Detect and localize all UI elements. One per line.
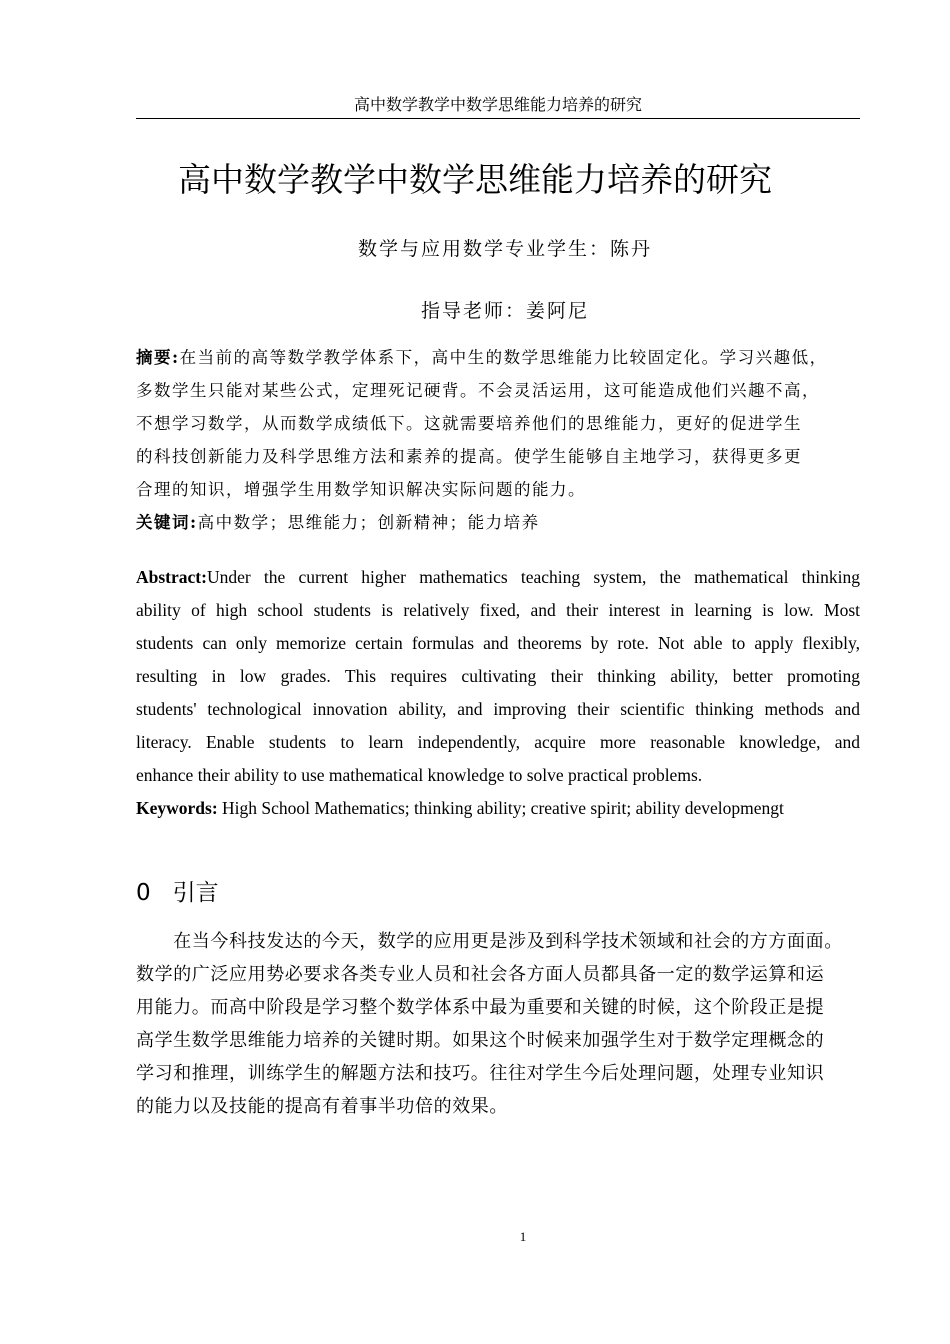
abstract-line: students can only memorize certain formulas and theorems by rote. Not able to apply flexibly, — [136, 633, 860, 653]
body-line: 在当今科技发达的今天，数学的应用更是涉及到科学技术领域和社会的方方面面。 — [136, 931, 843, 952]
abstract-line: 合理的知识，增强学生用数学知识解决实际问题的能力。 — [136, 480, 586, 499]
abstract-line: students' technological innovation ability, and improving their scientific thinking methods and — [136, 699, 860, 719]
body-line: 用能力。而高中阶段是学习整个数学体系中最为重要和关键的时候，这个阶段正是提 — [136, 997, 825, 1018]
abstract-cn-label: 摘要: — [136, 348, 180, 367]
paper-title: 高中数学教学中数学思维能力培养的研究 — [178, 160, 772, 199]
keywords-en-label: Keywords: — [136, 798, 218, 818]
section-heading — [136, 874, 219, 907]
abstract-en — [136, 561, 860, 825]
author: 数学与应用数学专业学生：陈丹 — [357, 238, 652, 260]
abstract-line: enhance their ability to use mathematical knowledge to solve practical problems. — [136, 765, 703, 785]
body-line: 高学生数学思维能力培养的关键时期。如果这个时候来加强学生对于数学定理概念的 — [136, 1030, 825, 1051]
keywords-cn — [136, 506, 860, 539]
body-line: 的能力以及技能的提高有着事半功倍的效果。 — [136, 1096, 508, 1117]
abstract-line: literacy. Enable students to learn independently, acquire more reasonable knowledge, and — [136, 732, 860, 752]
abstract-line: 的科技创新能力及科学思维方法和素养的提高。使学生能够自主地学习，获得更多更 — [136, 447, 802, 466]
keywords-cn-text: 高中数学；思维能力；创新精神；能力培养 — [197, 513, 540, 532]
abstract-line: 不想学习数学，从而数学成绩低下。这就需要培养他们的思维能力，更好的促进学生 — [136, 414, 802, 433]
abstract-line: ability of high school students is relatively fixed, and their interest in learning is low. Most — [136, 600, 860, 620]
section-number: 0 — [136, 880, 151, 906]
abstract-line: 在当前的高等数学教学体系下，高中生的数学思维能力比较固定化。学习兴趣低， — [179, 348, 828, 367]
abstract-en-label: Abstract: — [136, 567, 207, 587]
keywords-cn-label: 关键词: — [136, 513, 198, 532]
body-line: 学习和推理，训练学生的解题方法和技巧。往往对学生今后处理问题，处理专业知识 — [136, 1063, 825, 1084]
keywords-en-text: High School Mathematics; thinking ability; creative spirit; ability developmengt — [217, 798, 784, 818]
keywords-en — [136, 792, 860, 825]
abstract-line: 多数学生只能对某些公式，定理死记硬背。不会灵活运用，这可能造成他们兴趣不高， — [136, 381, 820, 400]
section-title: 引言 — [172, 880, 219, 906]
abstract-cn — [136, 341, 860, 539]
running-header: 高中数学教学中数学思维能力培养的研究 — [136, 92, 860, 119]
advisor: 指导老师：姜阿尼 — [420, 300, 589, 322]
abstract-line: Under the current higher mathematics teaching system, the mathematical thinking — [206, 567, 860, 587]
page-number: 1 — [519, 1229, 527, 1244]
body-paragraph — [136, 925, 860, 1123]
body-line: 数学的广泛应用势必要求各类专业人员和社会各方面人员都具备一定的数学运算和运 — [136, 964, 825, 985]
abstract-line: resulting in low grades. This requires cultivating their thinking ability, better promoting — [136, 666, 860, 686]
